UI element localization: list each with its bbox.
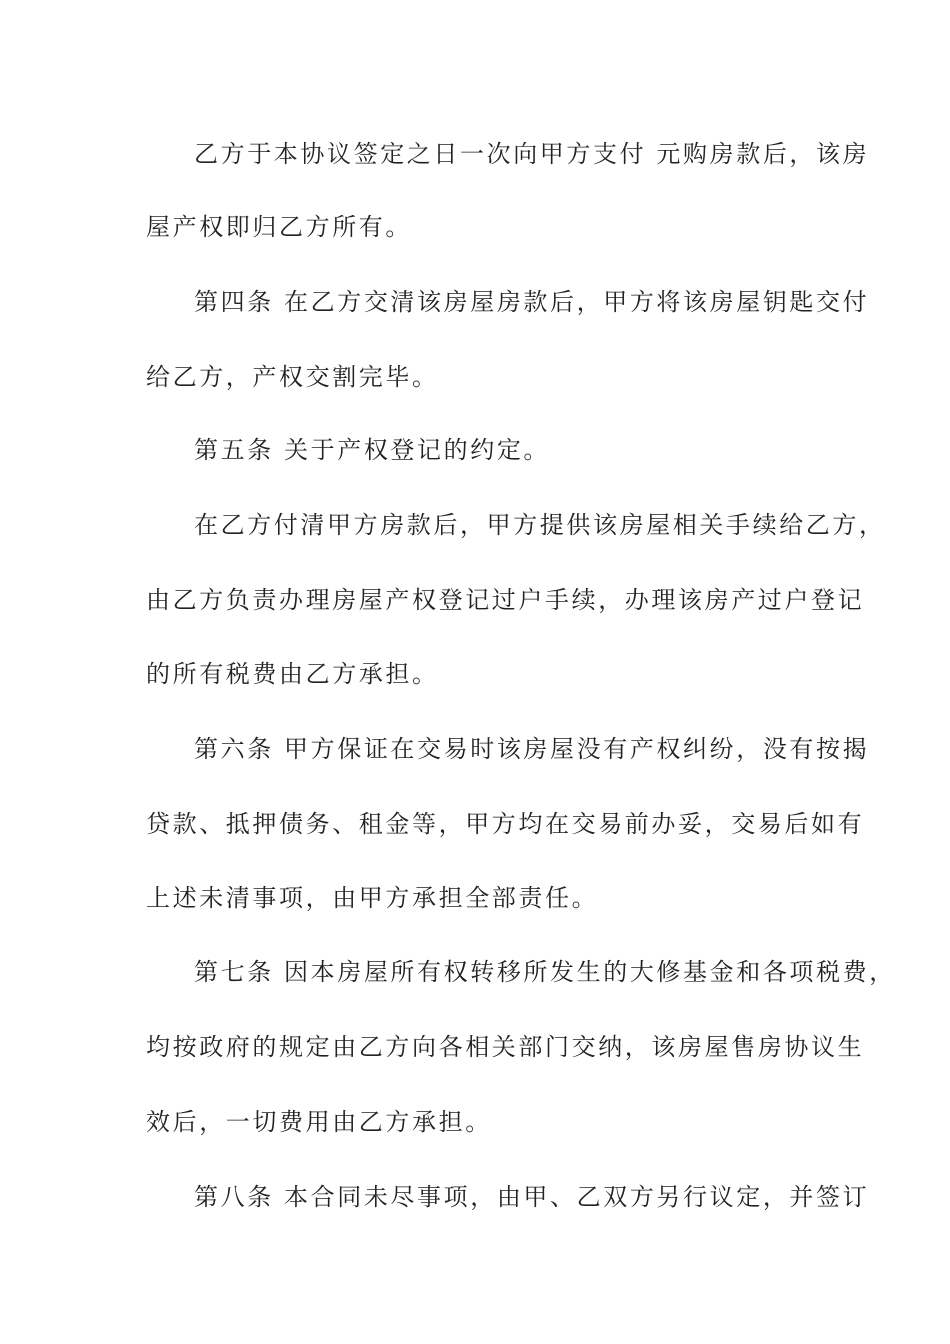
- paragraph-line: 的所有税费由乙方承担。: [146, 660, 439, 688]
- paragraph-line: 均按政府的规定由乙方向各相关部门交纳，该房屋售房协议生: [146, 1033, 865, 1061]
- paragraph-line: 乙方于本协议签定之日一次向甲方支付 元购房款后，该房: [194, 140, 870, 168]
- paragraph-line: 贷款、抵押债务、租金等，甲方均在交易前办妥，交易后如有: [146, 810, 865, 838]
- paragraph-line: 给乙方，产权交割完毕。: [146, 363, 439, 391]
- article-7-heading-line: 第七条 因本房屋所有权转移所发生的大修基金和各项税费，: [194, 958, 896, 986]
- paragraph-line: 上述未清事项，由甲方承担全部责任。: [146, 884, 599, 912]
- article-6-heading-line: 第六条 甲方保证在交易时该房屋没有产权纠纷，没有按揭: [194, 735, 870, 763]
- paragraph-line: 在乙方付清甲方房款后，甲方提供该房屋相关手续给乙方，: [194, 511, 886, 539]
- paragraph-line: 由乙方负责办理房屋产权登记过户手续，办理该房产过户登记: [146, 586, 865, 614]
- paragraph-line: 效后，一切费用由乙方承担。: [146, 1108, 492, 1136]
- article-5-heading-line: 第五条 关于产权登记的约定。: [194, 436, 551, 464]
- article-8-heading-line: 第八条 本合同未尽事项，由甲、乙双方另行议定，并签订: [194, 1183, 870, 1211]
- article-4-heading-line: 第四条 在乙方交清该房屋房款后，甲方将该房屋钥匙交付: [194, 288, 870, 316]
- paragraph-line: 屋产权即归乙方所有。: [146, 213, 412, 241]
